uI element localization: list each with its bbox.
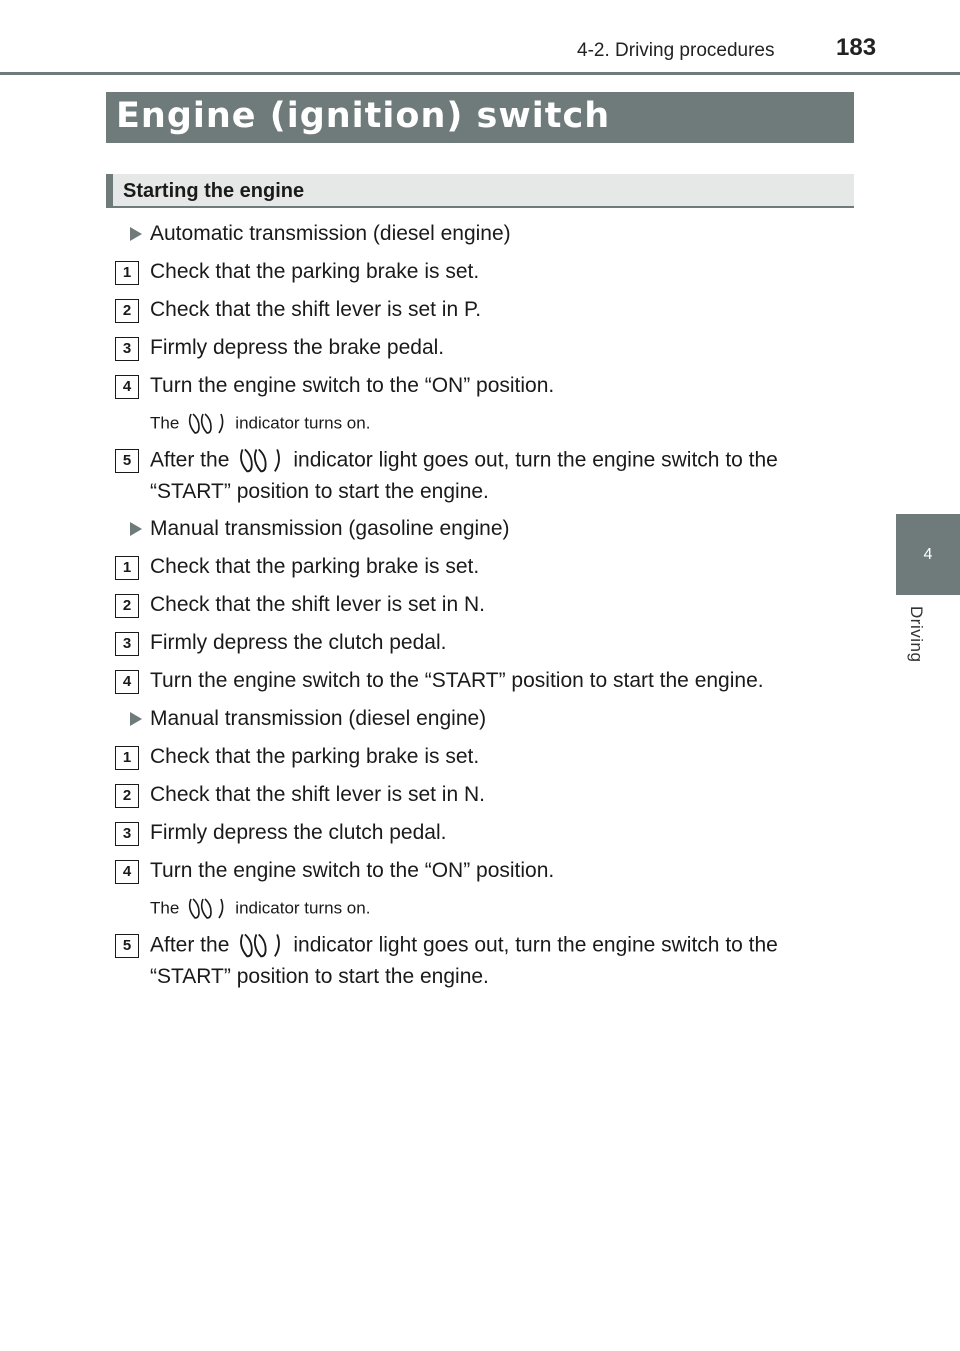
section-header (106, 174, 854, 208)
group-heading: Automatic transmission (diesel engine) (150, 222, 511, 245)
step-number: 3 (115, 822, 139, 846)
step-number: 1 (115, 261, 139, 285)
step-text: Turn the engine switch to the “START” position to start the engine. (150, 669, 764, 692)
bullet-triangle-icon (130, 712, 142, 726)
group-heading: Manual transmission (gasoline engine) (150, 517, 510, 540)
note-text: indicator turns on. (235, 898, 371, 918)
bullet-triangle-icon (130, 227, 142, 241)
step-text: Check that the shift lever is set in N. (150, 783, 485, 806)
note-text: The (150, 413, 180, 433)
page-title: Engine (ignition) switch (116, 96, 611, 136)
step-number: 5 (115, 449, 139, 473)
note-text: indicator turns on. (235, 413, 371, 433)
step-text: Check that the parking brake is set. (150, 555, 480, 578)
step-number: 2 (115, 594, 139, 618)
header-rule (0, 72, 960, 75)
step-text-part: indicator light goes out, turn the engine switch to the (293, 448, 778, 472)
page-number: 183 (836, 34, 877, 61)
step-text: Check that the shift lever is set in N. (150, 593, 485, 616)
group-heading: Manual transmission (diesel engine) (150, 707, 487, 730)
step-text: Firmly depress the brake pedal. (150, 336, 445, 359)
step-text-continued: “START” position to start the engine. (150, 965, 489, 988)
step-number: 2 (115, 784, 139, 808)
glow-plug-indicator-icon (235, 446, 287, 476)
step-number: 3 (115, 337, 139, 361)
step-number: 1 (115, 556, 139, 580)
step-number: 2 (115, 299, 139, 323)
step-number: 3 (115, 632, 139, 656)
step-number: 4 (115, 670, 139, 694)
note-text: The (150, 898, 180, 918)
step-text: Firmly depress the clutch pedal. (150, 821, 447, 844)
chapter-tab-label: Driving (907, 606, 926, 663)
glow-plug-indicator-icon (235, 931, 287, 961)
step-text: Check that the parking brake is set. (150, 745, 480, 768)
step-text: Turn the engine switch to the “ON” position. (150, 859, 555, 882)
step-text: Firmly depress the clutch pedal. (150, 631, 447, 654)
step-text: Turn the engine switch to the “ON” position. (150, 374, 555, 397)
step-number: 5 (115, 934, 139, 958)
step-number: 1 (115, 746, 139, 770)
chapter-title: 4-2. Driving procedures (577, 40, 775, 61)
step-text (150, 931, 778, 961)
step-text-part: indicator light goes out, turn the engine switch to the (293, 933, 778, 957)
glow-plug-indicator-icon (185, 896, 229, 922)
step-text-part: After the (150, 448, 230, 472)
step-text: Check that the shift lever is set in P. (150, 298, 482, 321)
step-number: 4 (115, 860, 139, 884)
page-title-bar (106, 92, 854, 143)
step-text (150, 446, 778, 476)
section-title: Starting the engine (123, 180, 305, 202)
step-text-part: After the (150, 933, 230, 957)
bullet-triangle-icon (130, 522, 142, 536)
glow-plug-indicator-icon (185, 411, 229, 437)
step-text: Check that the parking brake is set. (150, 260, 480, 283)
step-text-continued: “START” position to start the engine. (150, 480, 489, 503)
chapter-tab: 4 (896, 514, 960, 595)
step-note (150, 896, 370, 922)
step-number: 4 (115, 375, 139, 399)
step-note (150, 411, 370, 437)
